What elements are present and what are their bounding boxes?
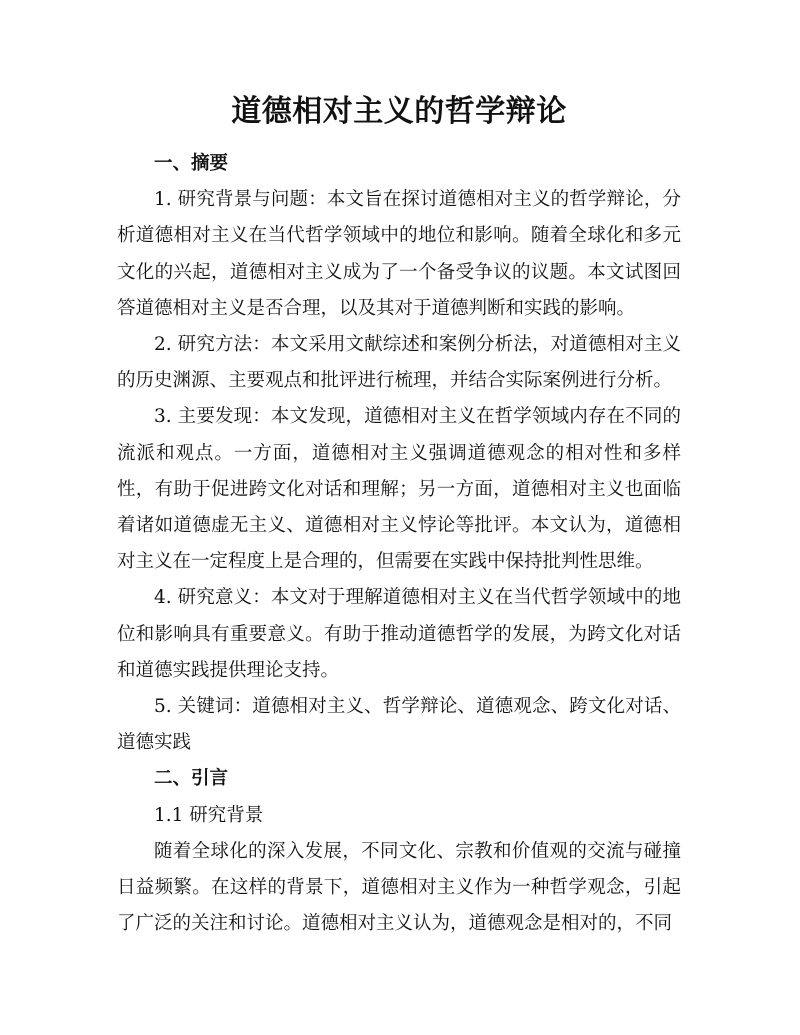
abstract-item-findings: 3. 主要发现：本文发现，道德相对主义在哲学领域内存在不同的流派和观点。一方面，道德相对主义强调道德观念的相对性和多样性，有助于促进跨文化对话和理解；另一方面，道德相对主义也面临着诸如道德虚无主义、道德相对主义悖论等批评。本文认为，道德相对主义在一定程度上是合理的，但需要在实践中保持批判性思维。 (117, 406, 681, 573)
abstract-item-background: 1. 研究背景与问题：本文旨在探讨道德相对主义的哲学辩论，分析道德相对主义在当代哲学领域中的地位和影响。随着全球化和多元文化的兴起，道德相对主义成为了一个备受争议的议题。本文试图回答道德相对主义是否合理，以及其对于道德判断和实践的影响。 (117, 189, 681, 319)
intro-subheading: 1.1 研究背景 (154, 804, 264, 826)
abstract-heading: 一、摘要 (154, 153, 229, 174)
intro-heading: 二、引言 (154, 768, 229, 790)
abstract-item-keywords: 5. 关键词：道德相对主义、哲学辩论、道德观念、跨文化对话、道德实践 (117, 696, 681, 754)
abstract-item-methods: 2. 研究方法：本文采用文献综述和案例分析法，对道德相对主义的历史渊源、主要观点和批评进行梳理，并结合实际案例进行分析。 (117, 334, 681, 392)
intro-paragraph: 随着全球化的深入发展，不同文化、宗教和价值观的交流与碰撞日益频繁。在这样的背景下，道德相对主义作为一种哲学观念，引起了广泛的关注和讨论。道德相对主义认为，道德观念是相对的，不同 (117, 840, 681, 935)
abstract-item-significance: 4. 研究意义：本文对于理解道德相对主义在当代哲学领域中的地位和影响具有重要意义。有助于推动道德哲学的发展，为跨文化对话和道德实践提供理论支持。 (117, 587, 681, 681)
document-title: 道德相对主义的哲学辩论 (231, 94, 567, 129)
